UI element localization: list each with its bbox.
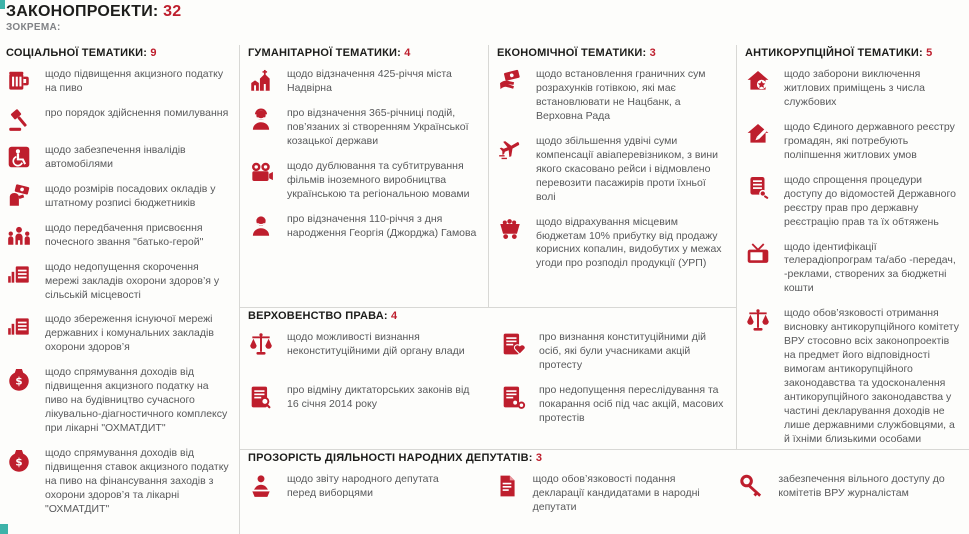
item-text: щодо спрямування доходів від підвищення ставок акцизного податку на пиво на фінансування заходів з охорони здоров’я та лікарні "ОХМАТДИТ" bbox=[45, 447, 229, 515]
section-anticorruption bbox=[737, 45, 969, 450]
list-item bbox=[6, 261, 229, 303]
cash-hand-icon bbox=[497, 68, 523, 94]
scales-icon bbox=[248, 331, 274, 357]
list-item bbox=[494, 473, 714, 515]
house-star-icon bbox=[745, 68, 771, 94]
item-text: щодо обов’язковості подання декларації кандидатами в народні депутати bbox=[532, 473, 700, 513]
item-text: щодо спрощення процедури доступу до відомостей Державного реєстру прав про державну реєстрацію прав та їх обтяжень bbox=[784, 173, 956, 228]
teal-corner-mark bbox=[0, 0, 5, 9]
section-social bbox=[0, 45, 240, 534]
list-item bbox=[6, 447, 229, 517]
list-item bbox=[6, 313, 229, 355]
doc-cuffs-icon bbox=[500, 384, 526, 410]
item-text: щодо звіту народного депутата перед виборцями bbox=[287, 473, 439, 499]
section-title-text: ГУМАНІТАРНОЇ ТЕМАТИКИ: bbox=[248, 47, 402, 59]
key-icon bbox=[739, 473, 765, 499]
section-count: 4 bbox=[404, 47, 411, 59]
list-item bbox=[248, 160, 478, 202]
section-transparency bbox=[240, 450, 969, 534]
section-humanitarian bbox=[240, 45, 489, 308]
item-text: щодо розмірів посадових окладів у штатному розписі бюджетників bbox=[45, 182, 216, 209]
gavel-icon bbox=[6, 107, 32, 133]
scales-icon bbox=[745, 307, 771, 333]
airplane-icon bbox=[497, 135, 523, 161]
list-item bbox=[745, 241, 959, 297]
item-text: щодо можливості визнання неконституційними дій органу влади bbox=[287, 331, 465, 357]
page-title bbox=[6, 3, 969, 21]
sections-grid bbox=[0, 45, 969, 534]
list-item bbox=[497, 216, 726, 272]
section-count: 3 bbox=[535, 452, 543, 464]
list-item bbox=[497, 135, 726, 205]
section-title-text: ЕКОНОМІЧНОЇ ТЕМАТИКИ: bbox=[497, 47, 647, 59]
list-item bbox=[248, 331, 474, 373]
item-text: щодо ідентифікації телерадіопрограм та/або -передач, -реклами, створених за бюджетні кошти bbox=[784, 240, 956, 295]
page-title-text: ЗАКОНОПРОЕКТИ: bbox=[6, 3, 159, 20]
hospital-icon bbox=[6, 313, 32, 339]
section-count: 9 bbox=[150, 47, 157, 59]
item-list bbox=[248, 331, 726, 437]
list-item bbox=[248, 68, 478, 96]
list-item bbox=[6, 222, 229, 250]
list-item bbox=[497, 68, 726, 124]
section-title bbox=[248, 47, 478, 59]
orator-icon bbox=[248, 473, 274, 499]
declaration-icon bbox=[494, 473, 520, 499]
item-text: щодо відзначення 425-річчя міста Надвірна bbox=[287, 68, 452, 94]
list-item bbox=[248, 107, 478, 149]
item-text: про порядок здійснення помилування bbox=[45, 106, 229, 119]
item-text: щодо відрахування місцевим бюджетам 10% прибутку від продажу корисних копалин, видобутих у межах угоди про розподіл продукції (УРП) bbox=[536, 215, 722, 270]
list-item bbox=[6, 183, 229, 211]
item-list bbox=[497, 68, 726, 271]
item-text: про відміну диктаторських законів від 16 січня 2014 року bbox=[287, 383, 470, 410]
section-title bbox=[248, 310, 726, 322]
item-list bbox=[745, 68, 959, 447]
item-text: щодо підвищення акцизного податку на пиво bbox=[45, 68, 224, 94]
list-item bbox=[745, 174, 959, 230]
item-text: щодо недопущення скорочення мережі закладів охорони здоров’я у сільській місцевості bbox=[45, 260, 220, 301]
list-item bbox=[739, 473, 959, 515]
item-text: про відзначення 110-річчя з дня народження Георгія (Джорджа) Гамова bbox=[287, 212, 477, 239]
item-text: щодо збереження існуючої мережі державних і комунальних закладів охорони здоров’я bbox=[45, 313, 214, 354]
item-list bbox=[248, 68, 478, 241]
item-text: щодо спрямування доходів від підвищення акцизного податку на пиво на будівництво сучасного лікувально-діагностичного комплексу при лікарні "ОХМАТДИТ" bbox=[45, 366, 228, 435]
list-item bbox=[6, 366, 229, 436]
section-rule-of-law bbox=[240, 308, 737, 450]
list-item bbox=[248, 473, 468, 515]
item-text: щодо заборони виключення житлових приміщень з числа службових bbox=[784, 68, 925, 108]
section-title-text: СОЦІАЛЬНОЇ ТЕМАТИКИ: bbox=[6, 47, 148, 59]
list-item bbox=[745, 68, 959, 110]
item-text: про визнання конституційними дій осіб, які були учасниками акцій протесту bbox=[539, 331, 707, 371]
item-text: щодо збільшення удвічі суми компенсації авіаперевізником, з вини якого скасовано рейси і відмовлено перевозити пасажирів проти їхньої волі bbox=[536, 134, 718, 203]
list-item bbox=[6, 68, 229, 96]
list-item bbox=[745, 307, 959, 447]
list-item bbox=[500, 331, 726, 373]
money-bag-icon bbox=[6, 366, 32, 392]
item-text: щодо встановлення граничних сум розрахунків готівкою, які має встановлювати не Нацбанк, а Верховна Рада bbox=[536, 68, 706, 122]
section-economic bbox=[489, 45, 737, 308]
family-icon bbox=[6, 222, 32, 248]
mine-cart-icon bbox=[497, 216, 523, 242]
film-camera-icon bbox=[248, 160, 274, 186]
list-item bbox=[745, 121, 959, 163]
item-list bbox=[248, 473, 959, 526]
section-count: 3 bbox=[649, 47, 656, 59]
section-title-text: АНТИКОРУПЦІЙНОЇ ТЕМАТИКИ: bbox=[745, 47, 923, 59]
section-count: 5 bbox=[926, 47, 933, 59]
item-text: про недопущення переслідування та покарання осіб під час акцій, масових протестів bbox=[539, 383, 724, 424]
section-title bbox=[745, 47, 959, 59]
doc-heart-icon bbox=[500, 331, 526, 357]
svg-text:$: $ bbox=[15, 375, 23, 388]
registry-icon bbox=[745, 174, 771, 200]
doc-search-icon bbox=[248, 384, 274, 410]
item-text: щодо передбачення присвоєння почесного звання "батько-герой" bbox=[45, 221, 204, 248]
scientist-icon bbox=[248, 213, 274, 239]
svg-text:$: $ bbox=[15, 456, 23, 469]
wheelchair-icon bbox=[6, 144, 32, 170]
list-item bbox=[500, 384, 726, 426]
section-title bbox=[248, 452, 959, 464]
cossack-icon bbox=[248, 107, 274, 133]
list-item bbox=[248, 384, 474, 426]
item-text: щодо забезпечення інвалідів автомобілями bbox=[45, 143, 186, 170]
item-text: щодо Єдиного державного реєстру громадян, які потребують поліпшення житлових умов bbox=[784, 120, 955, 161]
section-count: 4 bbox=[391, 310, 398, 322]
item-text: про відзначення 365-річниці подій, пов’язаних зі створенням Української козацької держави bbox=[287, 106, 469, 147]
page-header bbox=[6, 3, 969, 45]
section-title-text: ПРОЗОРІСТЬ ДІЯЛЬНОСТІ НАРОДНИХ ДЕПУТАТІВ: bbox=[248, 452, 533, 464]
tv-icon bbox=[745, 241, 771, 267]
item-list bbox=[6, 68, 229, 517]
section-title-text: ВЕРХОВЕНСТВО ПРАВА: bbox=[248, 310, 388, 322]
page-subtitle: ЗОКРЕМА: bbox=[6, 22, 61, 33]
item-text: щодо дублювання та субтитрування фільмів іноземного виробництва українською та регіональною мовами bbox=[287, 159, 470, 200]
list-item bbox=[248, 213, 478, 241]
church-icon bbox=[248, 68, 274, 94]
total-count: 32 bbox=[163, 3, 182, 20]
beer-mug-icon bbox=[6, 68, 32, 94]
section-title bbox=[497, 47, 726, 59]
salary-icon bbox=[6, 183, 32, 209]
list-item bbox=[6, 107, 229, 133]
item-text: щодо обов’язковості отримання висновку антикорупційного комітету ВРУ стосовно всіх законопроектів на предмет його відповідності вимогам антикорупційного законодавства та удосконалення антикорупційного законодавства у частині декларування доходів не лише державними службовцями, а й їхніми близькими особами bbox=[784, 307, 959, 445]
hospital-icon bbox=[6, 261, 32, 287]
house-pencil-icon bbox=[745, 121, 771, 147]
section-title bbox=[6, 47, 229, 59]
money-bag-icon bbox=[6, 447, 32, 473]
list-item bbox=[6, 144, 229, 172]
item-text: забезпечення вільного доступу до комітетів ВРУ журналістам bbox=[778, 473, 945, 499]
